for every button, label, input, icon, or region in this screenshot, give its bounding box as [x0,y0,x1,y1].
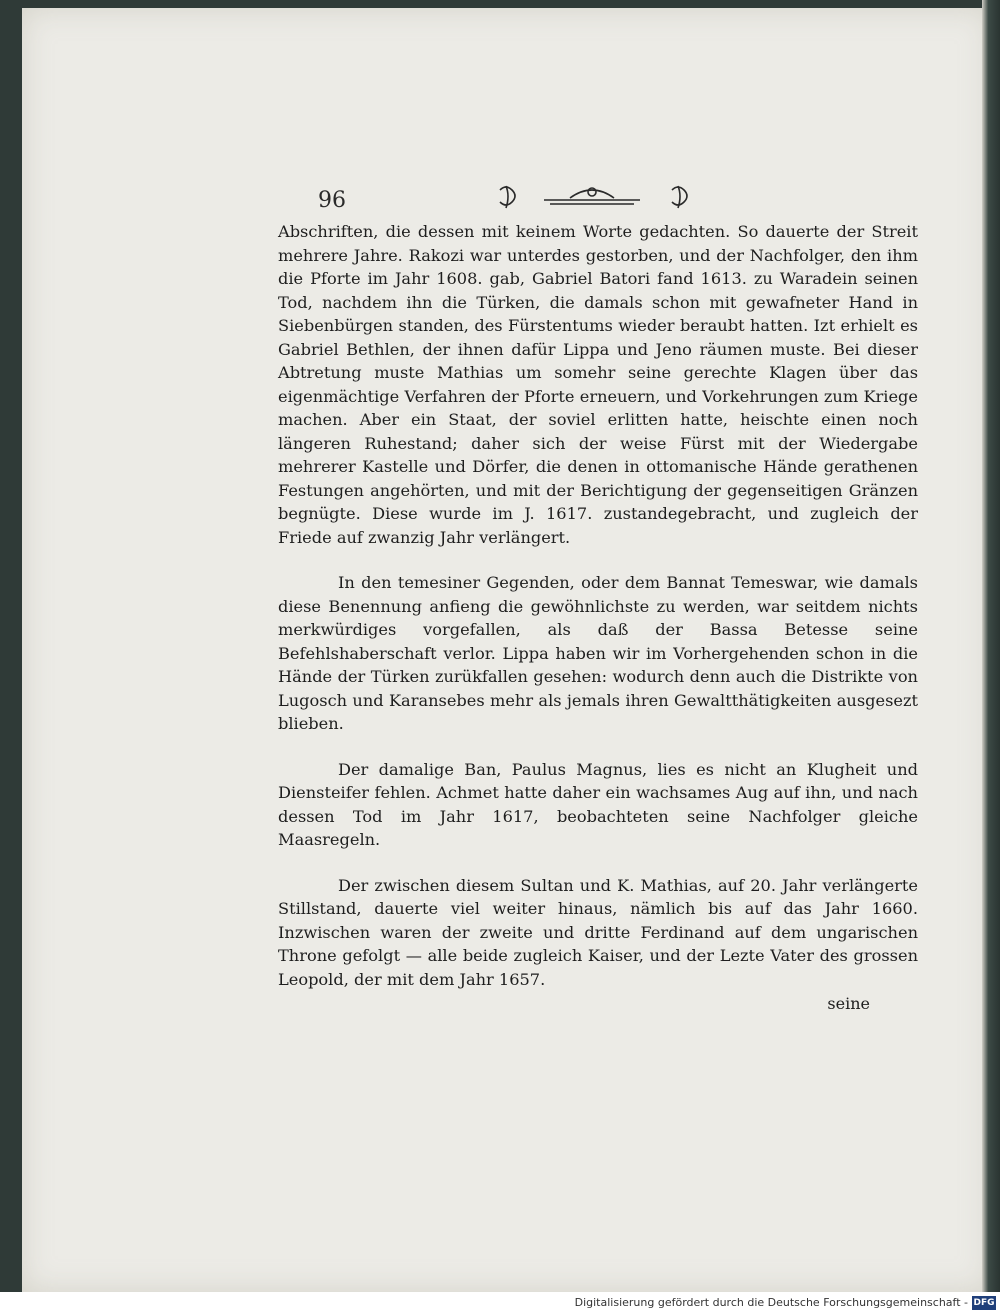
paragraph: Abschriften, die dessen mit keinem Worte gedachten. So dauerte der Streit mehrere Jahre. Rakozi war unterdes gestorben, und der Nachfolger, den ihm die Pforte im Jahr 1608. gab, Gabriel Batori fand 1613. zu Waradein seinen Tod, nachdem ihn die Türken, die damals schon mit gewafneter Hand in Siebenbürgen standen, des Fürstentums wieder beraubt hatten. Izt erhielt es Gabriel Bethlen, der ihnen dafür Lippa und Jeno räumen muste. Bei dieser Abtretung muste Mathias um somehr seine gerechte Klagen über das eigenmächtige Verfahren der Pforte erneuern, und Vorkehrungen zum Kriege machen. Aber ein Staat, der soviel erlitten hatte, heischte einen noch längeren Ruhestand; daher sich der weise Fürst mit der Wiedergabe mehrerer Kastelle und Dörfer, die denen in ottomanische Hände gerathenen Festungen angehörten, und mit der Berichtigung der gegenseitigen Gränzen begnügte. Diese wurde im J. 1617. zustandegebracht, und zugleich der Friede auf zwanzig Jahr verlängert. [278,222,918,547]
book-page [22,8,990,1292]
footer-bar [0,1292,1000,1316]
paragraph: In den temesiner Gegenden, oder dem Bannat Temeswar, wie damals diese Benennung anfieng die gewöhnlichste zu werden, war seitdem nichts merkwürdiges vorgefallen, als daß der Bassa Betesse seine Befehlshaberschaft verlor. Lippa haben wir im Vorhergehenden schon in die Hände der Türken zurükfallen gesehen: wodurch denn auch die Distrikte von Lugosch und Karansebes mehr als jemals ihren Gewaltthätigkeiten ausgesezt blieben. [278,573,918,733]
footer-credit: Digitalisierung gefördert durch die Deutsche Forschungsgemeinschaft - [574,1296,968,1309]
dfg-logo: DFG [973,1298,995,1308]
catchword: seine [827,994,870,1013]
paragraph: Der zwischen diesem Sultan und K. Mathias, auf 20. Jahr verlängerte Stillstand, dauerte viel weiter hinaus, nämlich bis auf das Jahr 1660. Inzwischen waren der zweite und dritte Ferdinand auf dem ungarischen Throne gefolgt — alle beide zugleich Kaiser, und der Lezte Vater des grossen Leopold, der mit dem Jahr 1657. [278,875,918,989]
body-text [278,220,918,991]
paragraph: Der damalige Ban, Paulus Magnus, lies es nicht an Klugheit und Diensteifer fehlen. Achmet hatte daher ein wachsames Aug auf ihn, und nach dessen Tod im Jahr 1617, beobachteten seine Nachfolger gleiche Maasregeln. [278,759,918,849]
book-spine-edge [982,0,1000,1292]
page-number: 96 [318,188,346,213]
head-ornament-icon [492,182,692,212]
